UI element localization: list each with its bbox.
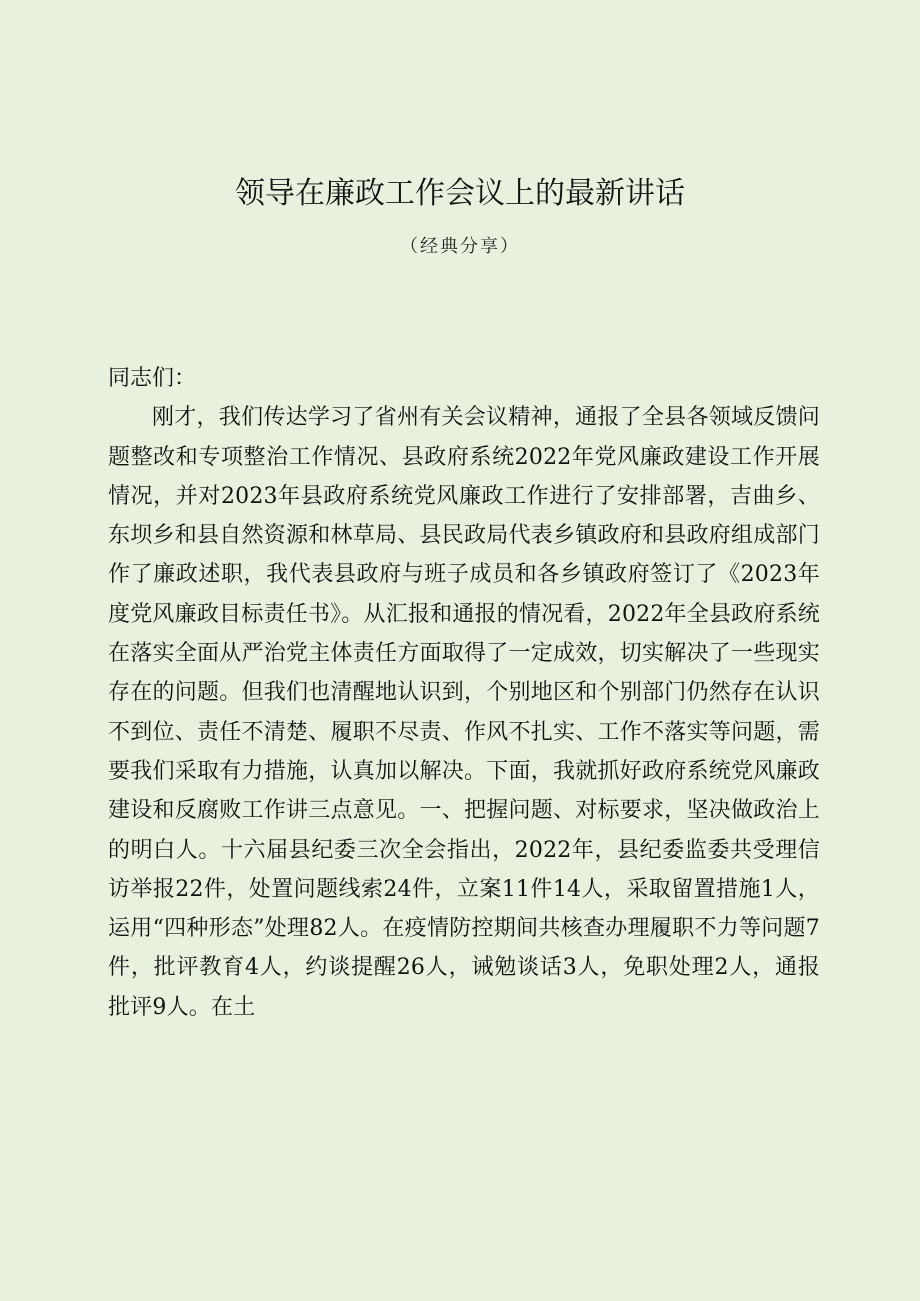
document-body (108, 359, 820, 1027)
greeting: 同志们： (108, 366, 197, 391)
body-paragraph: 刚才，我们传达学习了省州有关会议精神，通报了全县各领域反馈问题整改和专项整治工作情况、县政府系统2022年党风廉政建设工作开展情况，并对2023年县政府系统党风廉政工作进行了安排部署，吉曲乡、东坝乡和县自然资源和林草局、县民政局代表乡镇政府和县政府组成部门作了廉政述职，我代表县政府与班子成员和各乡镇政府签订了《2023年度党风廉政目标责任书》。从汇报和通报的情况看，2022年全县政府系统在落实全面从严治党主体责任方面取得了一定成效，切实解决了一些现实存在的问题。但我们也清醒地认识到，个别地区和个别部门仍然存在认识不到位、责任不清楚、履职不尽责、作风不扎实、工作不落实等问题，需要我们采取有力措施，认真加以解决。下面，我就抓好政府系统党风廉政建设和反腐败工作讲三点意见。一、把握问题、对标要求，坚决做政治上的明白人。十六届县纪委三次全会指出，2022年，县纪委监委共受理信访举报22件，处置问题线索24件，立案11件14人，采取留置措施1人，运用“四种形态”处理82人。在疫情防控期间共核查办理履职不力等问题7件，批评教育4人，约谈提醒26人，诫勉谈话3人，免职处理2人，通报批评9人。在土 (108, 405, 820, 1020)
document-title: 领导在廉政工作会议上的最新讲话 (235, 176, 685, 211)
document-subtitle: （经典分享） (400, 236, 520, 257)
